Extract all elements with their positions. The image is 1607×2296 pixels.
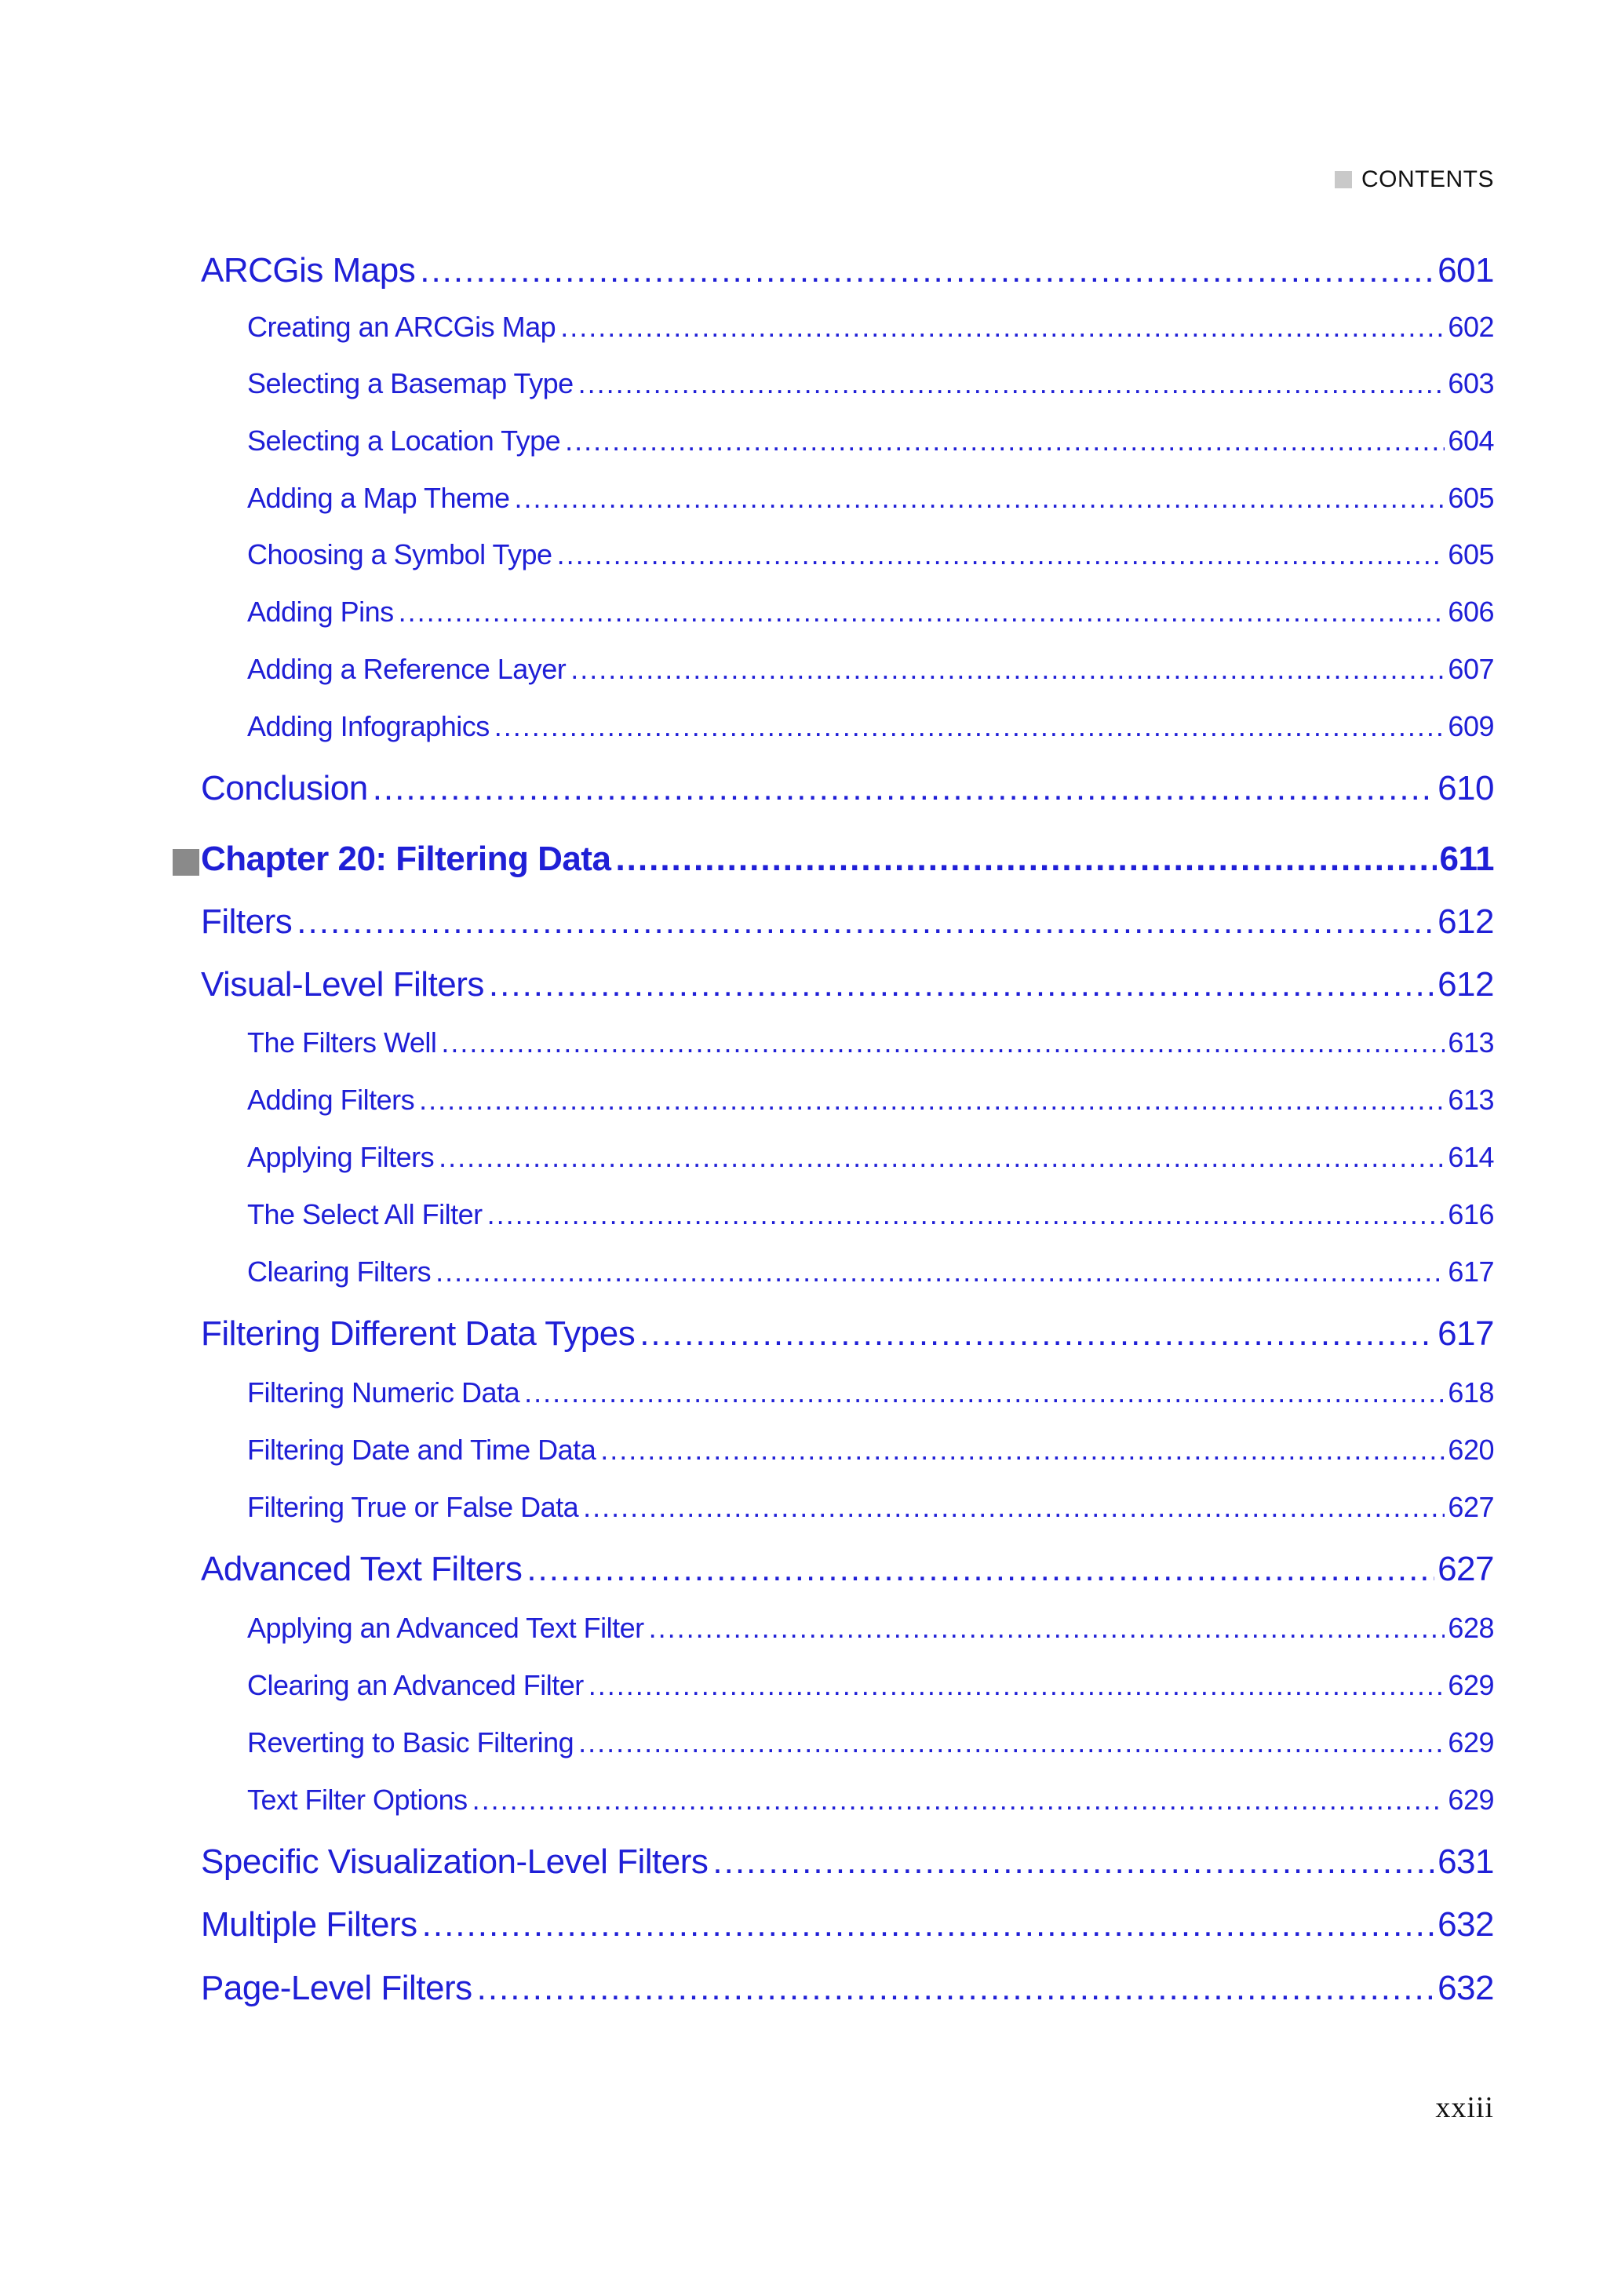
toc-entry-title: ARCGis Maps — [201, 251, 416, 290]
toc-entry-title: Visual-Level Filters — [201, 965, 484, 1004]
toc-entry-title: Filtering True or False Data — [247, 1491, 579, 1523]
toc-entry-page: 612 — [1438, 965, 1494, 1004]
toc-dot-leader — [435, 1256, 1445, 1288]
toc-dot-leader — [399, 596, 1445, 629]
toc-entry-title: Adding Infographics — [247, 710, 490, 742]
toc-section-entry[interactable] — [201, 1905, 1494, 1944]
toc-subsection-entry[interactable] — [247, 1726, 1494, 1759]
toc-subsection-entry[interactable] — [247, 1084, 1494, 1117]
toc-subsection-entry[interactable] — [247, 1198, 1494, 1231]
toc-entry-title: Chapter 20: Filtering Data — [201, 840, 611, 878]
toc-entry-page: 613 — [1448, 1026, 1494, 1059]
toc-dot-leader — [583, 1491, 1445, 1524]
toc-dot-leader — [515, 482, 1445, 515]
toc-entry-page: 611 — [1439, 840, 1494, 878]
toc-subsection-entry[interactable] — [247, 1376, 1494, 1409]
toc-entry-title: Applying Filters — [247, 1141, 435, 1173]
toc-dot-leader — [422, 1905, 1434, 1944]
toc-entry-title: The Filters Well — [247, 1026, 437, 1059]
toc-entry-title: Conclusion — [201, 769, 368, 807]
toc-section-entry[interactable] — [201, 251, 1494, 290]
toc-entry-page: 612 — [1438, 902, 1494, 941]
toc-subsection-entry[interactable] — [247, 1612, 1494, 1645]
toc-entry-page: 632 — [1438, 1905, 1494, 1944]
toc-entry-page: 605 — [1448, 538, 1494, 570]
toc-entry-page: 627 — [1448, 1491, 1494, 1523]
toc-dot-leader — [570, 653, 1445, 686]
toc-dot-leader — [600, 1434, 1445, 1467]
toc-subsection-entry[interactable] — [247, 710, 1494, 743]
toc-section-entry[interactable] — [201, 769, 1494, 808]
toc-entry-title: Reverting to Basic Filtering — [247, 1726, 574, 1758]
toc-entry-title: Text Filter Options — [247, 1784, 468, 1816]
toc-entry-page: 613 — [1448, 1084, 1494, 1116]
toc-entry-page: 632 — [1438, 1969, 1494, 2007]
toc-subsection-entry[interactable] — [247, 367, 1494, 400]
toc-entry-title: Filtering Different Data Types — [201, 1314, 636, 1353]
toc-dot-leader — [565, 425, 1445, 457]
toc-dot-leader — [472, 1784, 1445, 1817]
toc-section-entry[interactable] — [201, 1314, 1494, 1354]
toc-entry-page: 601 — [1438, 251, 1494, 290]
toc-dot-leader — [420, 251, 1434, 290]
toc-subsection-entry[interactable] — [247, 1784, 1494, 1817]
toc-entry-page: 617 — [1448, 1256, 1494, 1288]
toc-entry-title: Specific Visualization-Level Filters — [201, 1842, 709, 1881]
toc-entry-title: Page-Level Filters — [201, 1969, 472, 2007]
toc-dot-leader — [441, 1026, 1445, 1059]
header-square-icon — [1335, 171, 1352, 188]
toc-dot-leader — [578, 1726, 1445, 1759]
toc-entry-page: 617 — [1438, 1314, 1494, 1353]
page-number: xxiii — [1435, 2091, 1494, 2124]
toc-entry-title: Selecting a Location Type — [247, 425, 561, 457]
toc-dot-leader — [373, 769, 1434, 808]
toc-subsection-entry[interactable] — [247, 1256, 1494, 1288]
toc-entry-page: 606 — [1448, 596, 1494, 628]
toc-subsection-entry[interactable] — [247, 1669, 1494, 1702]
toc-entry-title: Adding a Map Theme — [247, 482, 510, 514]
toc-entry-page: 620 — [1448, 1434, 1494, 1466]
toc-entry-page: 605 — [1448, 482, 1494, 514]
toc-section-entry[interactable] — [201, 1550, 1494, 1589]
toc-dot-leader — [615, 840, 1436, 879]
toc-dot-leader — [489, 965, 1434, 1004]
toc-dot-leader — [649, 1612, 1445, 1645]
toc-subsection-entry[interactable] — [247, 311, 1494, 344]
toc-entry-title: Advanced Text Filters — [201, 1550, 523, 1588]
toc-entry-page: 602 — [1448, 311, 1494, 343]
running-header — [1335, 166, 1494, 193]
toc-subsection-entry[interactable] — [247, 1491, 1494, 1524]
toc-section-entry[interactable] — [201, 965, 1494, 1004]
toc-entry-page: 603 — [1448, 367, 1494, 399]
toc-dot-leader — [527, 1550, 1434, 1589]
toc-dot-leader — [560, 311, 1445, 344]
toc-dot-leader — [578, 367, 1445, 400]
toc-dot-leader — [557, 538, 1445, 571]
header-section-label: CONTENTS — [1361, 166, 1494, 192]
chapter-square-icon — [173, 849, 199, 876]
toc-subsection-entry[interactable] — [247, 1434, 1494, 1467]
toc-dot-leader — [477, 1969, 1434, 2008]
toc-subsection-entry[interactable] — [247, 425, 1494, 457]
toc-entry-title: Filtering Numeric Data — [247, 1376, 520, 1409]
toc-entry-title: The Select All Filter — [247, 1198, 483, 1230]
toc-entry-page: 614 — [1448, 1141, 1494, 1173]
toc-entry-page: 609 — [1448, 710, 1494, 742]
toc-entry-title: Applying an Advanced Text Filter — [247, 1612, 644, 1644]
toc-subsection-entry[interactable] — [247, 538, 1494, 571]
toc-dot-leader — [640, 1314, 1434, 1354]
toc-subsection-entry[interactable] — [247, 1141, 1494, 1174]
toc-dot-leader — [439, 1141, 1445, 1174]
toc-subsection-entry[interactable] — [247, 1026, 1494, 1059]
toc-subsection-entry[interactable] — [247, 653, 1494, 686]
toc-entry-page: 631 — [1438, 1842, 1494, 1881]
toc-entry-title: Adding Filters — [247, 1084, 415, 1116]
toc-entry-title: Clearing Filters — [247, 1256, 432, 1288]
toc-entry-title: Selecting a Basemap Type — [247, 367, 574, 399]
toc-section-entry[interactable] — [201, 1842, 1494, 1882]
toc-section-entry[interactable] — [201, 902, 1494, 942]
toc-entry-page: 629 — [1448, 1726, 1494, 1758]
toc-entry-page: 629 — [1448, 1784, 1494, 1816]
toc-chapter-entry[interactable] — [201, 840, 1494, 879]
toc-dot-leader — [487, 1198, 1445, 1231]
toc-dot-leader — [419, 1084, 1445, 1117]
toc-subsection-entry[interactable] — [247, 482, 1494, 515]
toc-dot-leader — [297, 902, 1434, 942]
toc-entry-title: Creating an ARCGis Map — [247, 311, 556, 343]
toc-entry-page: 629 — [1448, 1669, 1494, 1701]
toc-section-entry[interactable] — [201, 1969, 1494, 2008]
toc-entry-title: Clearing an Advanced Filter — [247, 1669, 584, 1701]
toc-subsection-entry[interactable] — [247, 596, 1494, 629]
toc-dot-leader — [524, 1376, 1445, 1409]
toc-entry-page: 610 — [1438, 769, 1494, 807]
toc-entry-title: Filtering Date and Time Data — [247, 1434, 596, 1466]
toc-entry-title: Adding a Reference Layer — [247, 653, 567, 685]
toc-entry-page: 616 — [1448, 1198, 1494, 1230]
toc-entry-page: 627 — [1438, 1550, 1494, 1588]
toc-entry-page: 607 — [1448, 653, 1494, 685]
toc-entry-title: Adding Pins — [247, 596, 394, 628]
toc-entry-page: 604 — [1448, 425, 1494, 457]
toc-entry-title: Filters — [201, 902, 293, 941]
toc-entry-page: 628 — [1448, 1612, 1494, 1644]
toc-dot-leader — [494, 710, 1445, 743]
toc-dot-leader — [712, 1842, 1434, 1882]
toc-dot-leader — [589, 1669, 1445, 1702]
toc-entry-page: 618 — [1448, 1376, 1494, 1409]
toc-entry-title: Choosing a Symbol Type — [247, 538, 552, 570]
toc-entry-title: Multiple Filters — [201, 1905, 417, 1944]
